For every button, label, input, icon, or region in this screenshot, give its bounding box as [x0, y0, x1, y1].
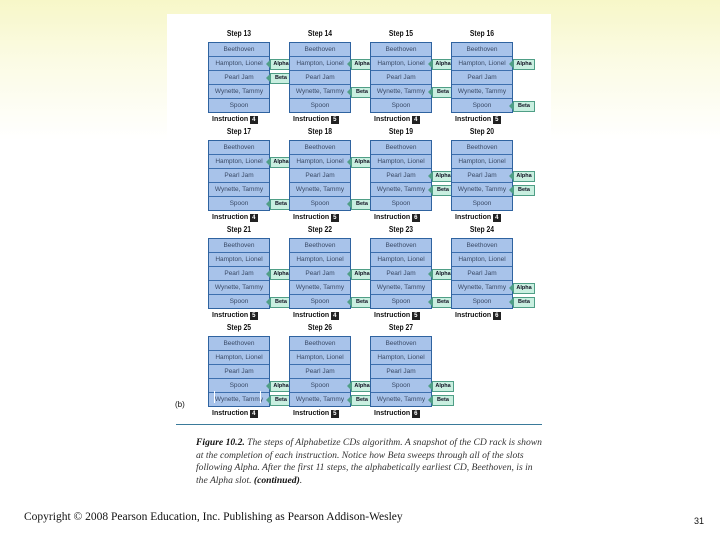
cd-slot: Hampton, Lionel	[290, 351, 350, 365]
alpha-pointer: Alpha	[351, 59, 373, 70]
step-title: Step 20	[469, 127, 495, 136]
step-title: Step 13	[226, 29, 252, 38]
figure-caption	[196, 437, 546, 487]
caption-text: The steps of Alphabetize CDs algorithm. A snapshot of the CD rack is shown at the completion of each instruction. Notice how Beta sweeps through all of the slots following Alpha. After the first 11 steps, the alphabetically earliest CD, Beethoven, is in the Alpha slot.	[196, 437, 542, 486]
cd-slot: Spoon	[290, 379, 350, 393]
cd-slot: Spoon	[472, 298, 492, 305]
cd-rack	[451, 140, 513, 211]
instruction-text: Instruction	[374, 214, 411, 221]
instruction-number: 4	[495, 215, 499, 221]
step-title: Step 19	[388, 127, 414, 136]
instruction-text: Instruction	[293, 214, 330, 221]
instruction-text: Instruction	[455, 116, 492, 123]
cd-rack	[208, 140, 270, 211]
step-panel	[208, 315, 289, 417]
cd-rack	[451, 238, 513, 309]
step-title: Step 25	[226, 323, 252, 332]
cd-slot: Wynette, Tammy	[295, 396, 345, 403]
cd-slot: Pearl Jam	[209, 169, 269, 183]
cd-slot: Spoon	[472, 102, 492, 109]
cd-slot: Pearl Jam	[452, 71, 512, 85]
cd-slot: Wynette, Tammy	[376, 396, 426, 403]
instruction-text: Instruction	[374, 312, 411, 319]
cd-rack	[289, 336, 351, 407]
cd-slot: Beethoven	[452, 239, 512, 253]
cd-rack	[208, 42, 270, 113]
step-title: Step 23	[388, 225, 414, 234]
alpha-pointer: Alpha	[513, 283, 535, 294]
beta-pointer: Beta	[351, 199, 373, 210]
cd-slot: Pearl Jam	[371, 365, 431, 379]
beta-pointer: Beta	[270, 199, 292, 210]
alpha-pointer: Alpha	[351, 157, 373, 168]
cd-slot: Hampton, Lionel	[452, 155, 512, 169]
cd-slot: Spoon	[391, 298, 411, 305]
alpha-pointer: Alpha	[432, 171, 454, 182]
beta-pointer: Beta	[513, 101, 535, 112]
cd-rack	[451, 42, 513, 113]
instruction-text: Instruction	[374, 410, 411, 417]
instruction-number: 4	[333, 313, 337, 319]
cd-slot: Beethoven	[290, 239, 350, 253]
instruction-number: 5	[414, 313, 418, 319]
alpha-pointer: Alpha	[432, 59, 454, 70]
caption-end: .	[299, 474, 303, 486]
instruction-label	[293, 410, 339, 418]
instruction-text: Instruction	[212, 214, 249, 221]
alpha-pointer: Alpha	[513, 171, 535, 182]
part-label: (b)	[175, 400, 185, 409]
instruction-label	[374, 410, 420, 418]
cd-slot: Hampton, Lionel	[209, 57, 269, 71]
instruction-number: 5	[495, 117, 499, 123]
cd-slot: Beethoven	[209, 141, 269, 155]
cd-slot: Spoon	[472, 200, 492, 207]
beta-pointer: Beta	[270, 73, 292, 84]
cd-slot: Pearl Jam	[371, 71, 431, 85]
step-panel	[370, 21, 451, 123]
cd-slot: Hampton, Lionel	[371, 155, 431, 169]
instruction-text: Instruction	[374, 116, 411, 123]
cd-slot: Spoon	[229, 298, 249, 305]
step-title: Step 15	[388, 29, 414, 38]
step-panel	[289, 21, 370, 123]
cd-slot: Hampton, Lionel	[452, 253, 512, 267]
cd-slot: Hampton, Lionel	[371, 57, 431, 71]
cd-slot: Wynette, Tammy	[452, 281, 512, 295]
step-title: Step 21	[226, 225, 252, 234]
cd-slot: Pearl Jam	[290, 71, 350, 85]
cd-slot: Beethoven	[290, 141, 350, 155]
cd-slot: Beethoven	[371, 43, 431, 57]
cd-slot: Hampton, Lionel	[452, 57, 512, 71]
cd-slot: Pearl Jam	[371, 267, 431, 281]
instruction-text: Instruction	[455, 312, 492, 319]
step-panel	[370, 217, 451, 319]
cd-slot: Pearl Jam	[452, 267, 512, 281]
instruction-text: Instruction	[212, 410, 249, 417]
cd-slot: Spoon	[229, 200, 249, 207]
alpha-pointer: Alpha	[351, 269, 373, 280]
swap-arrow-icon	[214, 391, 218, 403]
cd-slot: Pearl Jam	[452, 169, 512, 183]
cd-slot: Hampton, Lionel	[209, 351, 269, 365]
cd-slot: Wynette, Tammy	[371, 281, 431, 295]
alpha-pointer: Alpha	[270, 59, 292, 70]
step-panel	[451, 217, 532, 319]
beta-pointer: Beta	[351, 297, 373, 308]
instruction-number: 5	[333, 117, 337, 123]
cd-slot: Spoon	[391, 200, 411, 207]
step-panel	[208, 21, 289, 123]
cd-slot: Wynette, Tammy	[371, 85, 431, 99]
cd-slot: Pearl Jam	[209, 71, 269, 85]
cd-slot: Beethoven	[371, 239, 431, 253]
cd-slot: Spoon	[310, 200, 330, 207]
alpha-pointer: Alpha	[432, 269, 454, 280]
cd-slot: Spoon	[391, 102, 411, 109]
step-title: Step 14	[307, 29, 333, 38]
caption-continued: (continued)	[253, 474, 300, 486]
step-title: Step 16	[469, 29, 495, 38]
cd-algorithm-figure	[167, 14, 551, 417]
beta-pointer: Beta	[513, 297, 535, 308]
cd-slot: Beethoven	[290, 337, 350, 351]
alpha-pointer: Alpha	[270, 157, 292, 168]
instruction-text: Instruction	[212, 116, 249, 123]
beta-pointer: Beta	[432, 87, 454, 98]
step-panel	[289, 315, 370, 417]
instruction-text: Instruction	[455, 214, 492, 221]
beta-pointer: Beta	[513, 185, 535, 196]
alpha-pointer: Alpha	[270, 381, 292, 392]
step-title: Step 24	[469, 225, 495, 234]
cd-slot: Pearl Jam	[290, 365, 350, 379]
beta-pointer: Beta	[351, 87, 373, 98]
caption-divider	[176, 424, 542, 425]
instruction-text: Instruction	[293, 116, 330, 123]
cd-slot: Wynette, Tammy	[209, 85, 269, 99]
cd-slot: Pearl Jam	[290, 267, 350, 281]
instruction-number: 4	[414, 117, 418, 123]
cd-slot: Wynette, Tammy	[209, 183, 269, 197]
alpha-pointer: Alpha	[351, 381, 373, 392]
step-title: Step 17	[226, 127, 252, 136]
cd-rack	[289, 238, 351, 309]
instruction-text: Instruction	[212, 312, 249, 319]
cd-slot: Hampton, Lionel	[290, 57, 350, 71]
swap-arrow-icon	[260, 391, 264, 403]
step-title: Step 22	[307, 225, 333, 234]
cd-rack	[208, 238, 270, 309]
cd-slot: Hampton, Lionel	[371, 351, 431, 365]
step-panel	[289, 119, 370, 221]
cd-slot: Wynette, Tammy	[214, 396, 264, 403]
step-panel	[451, 21, 532, 123]
cd-slot: Hampton, Lionel	[209, 155, 269, 169]
step-panel	[208, 217, 289, 319]
cd-slot: Beethoven	[209, 239, 269, 253]
step-title: Step 26	[307, 323, 333, 332]
cd-rack	[370, 238, 432, 309]
cd-slot: Wynette, Tammy	[452, 85, 512, 99]
cd-rack	[370, 42, 432, 113]
step-panel	[289, 217, 370, 319]
instruction-number: 4	[252, 117, 256, 123]
cd-slot: Spoon	[310, 102, 330, 109]
cd-slot: Hampton, Lionel	[290, 155, 350, 169]
instruction-number: 6	[414, 215, 418, 221]
instruction-text: Instruction	[293, 312, 330, 319]
instruction-label	[212, 410, 258, 418]
step-title: Step 18	[307, 127, 333, 136]
cd-slot: Beethoven	[371, 337, 431, 351]
instruction-number: 5	[252, 313, 256, 319]
cd-slot: Beethoven	[209, 43, 269, 57]
instruction-number: 5	[333, 411, 337, 417]
beta-pointer: Beta	[270, 395, 292, 406]
cd-slot: Spoon	[209, 379, 269, 393]
cd-rack	[370, 140, 432, 211]
cd-slot: Spoon	[310, 298, 330, 305]
cd-rack	[289, 42, 351, 113]
alpha-pointer: Alpha	[270, 269, 292, 280]
caption-label: Figure 10.2.	[196, 437, 245, 448]
cd-slot: Beethoven	[371, 141, 431, 155]
cd-slot: Beethoven	[290, 43, 350, 57]
cd-rack	[370, 336, 432, 407]
beta-pointer: Beta	[351, 395, 373, 406]
step-title: Step 27	[388, 323, 414, 332]
cd-slot: Beethoven	[209, 337, 269, 351]
cd-slot: Wynette, Tammy	[290, 85, 350, 99]
beta-pointer: Beta	[432, 185, 454, 196]
cd-slot: Hampton, Lionel	[371, 253, 431, 267]
cd-slot: Wynette, Tammy	[290, 183, 350, 197]
copyright-notice: Copyright © 2008 Pearson Education, Inc. Publishing as Pearson Addison-Wesley	[24, 511, 403, 523]
instruction-text: Instruction	[293, 410, 330, 417]
cd-slot: Wynette, Tammy	[209, 281, 269, 295]
instruction-label	[455, 312, 501, 320]
beta-pointer: Beta	[432, 297, 454, 308]
cd-slot: Spoon	[371, 379, 431, 393]
instruction-number: 4	[252, 411, 256, 417]
beta-pointer: Beta	[432, 395, 454, 406]
cd-slot: Pearl Jam	[371, 169, 431, 183]
step-panel	[451, 119, 532, 221]
cd-slot: Wynette, Tammy	[290, 281, 350, 295]
cd-rack	[289, 140, 351, 211]
instruction-number: 5	[333, 215, 337, 221]
beta-pointer: Beta	[270, 297, 292, 308]
instruction-number: 6	[495, 313, 499, 319]
cd-slot: Wynette, Tammy	[371, 183, 431, 197]
step-panel	[370, 119, 451, 221]
cd-slot: Spoon	[229, 102, 249, 109]
instruction-number: 6	[414, 411, 418, 417]
cd-slot: Beethoven	[452, 43, 512, 57]
alpha-pointer: Alpha	[432, 381, 454, 392]
cd-slot: Wynette, Tammy	[452, 183, 512, 197]
instruction-number: 4	[252, 215, 256, 221]
cd-slot: Pearl Jam	[290, 169, 350, 183]
cd-slot: Beethoven	[452, 141, 512, 155]
step-panel	[370, 315, 451, 417]
step-panel	[208, 119, 289, 221]
cd-slot: Pearl Jam	[209, 365, 269, 379]
alpha-pointer: Alpha	[513, 59, 535, 70]
cd-slot: Pearl Jam	[209, 267, 269, 281]
page-number: 31	[694, 516, 705, 526]
cd-slot: Hampton, Lionel	[209, 253, 269, 267]
cd-slot: Hampton, Lionel	[290, 253, 350, 267]
